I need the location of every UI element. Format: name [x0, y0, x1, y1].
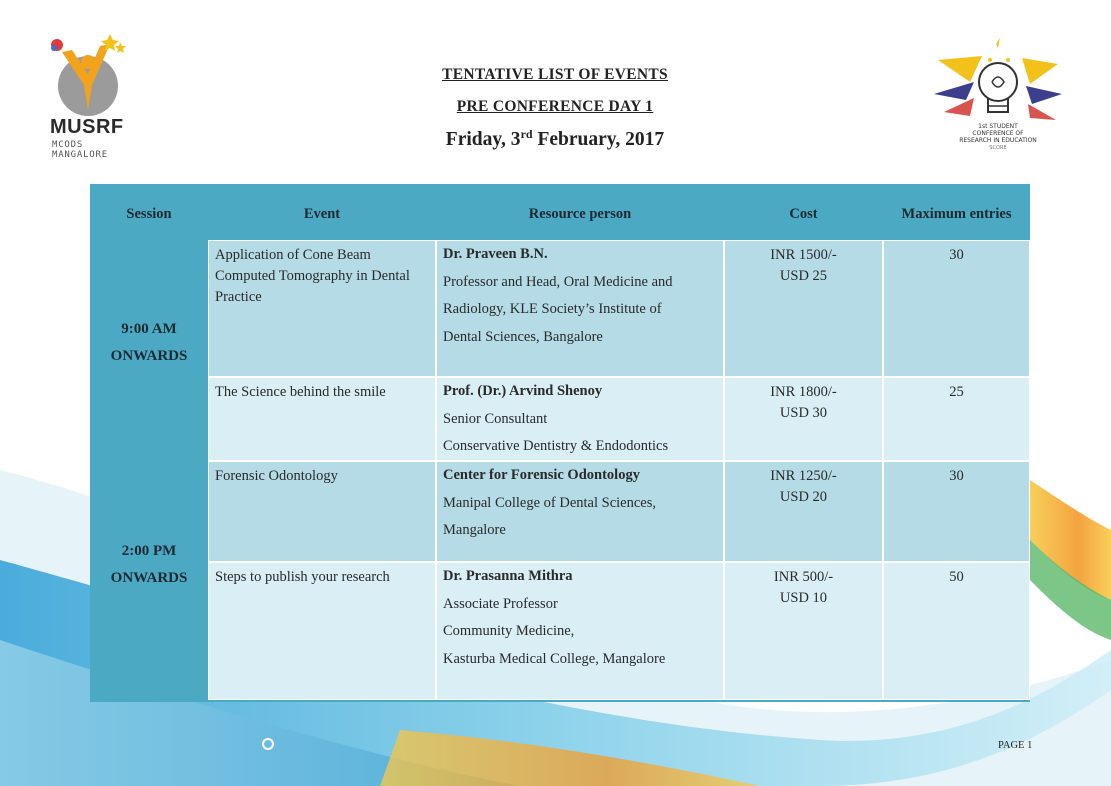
- table-row-4-max-entries: 50: [883, 562, 1030, 700]
- table-row-3-resource: [436, 461, 724, 562]
- resource-name: Dr. Prasanna Mithra: [443, 568, 573, 584]
- score-logo-line1: 1st STUDENT: [978, 123, 1018, 130]
- resource-detail: Mangalore: [443, 522, 506, 538]
- page-subtitle: PRE CONFERENCE DAY 1: [456, 98, 654, 115]
- column-header-session: Session: [126, 206, 172, 222]
- cost-inr: INR 500/-: [773, 569, 834, 585]
- events-table: [90, 184, 1030, 702]
- cost-usd: USD 30: [779, 405, 828, 421]
- session-afternoon-time: 2:00 PM: [121, 543, 177, 559]
- lightbulb-logo-icon: [930, 38, 1065, 163]
- table-row-3-cost: [724, 461, 883, 562]
- resource-detail: Dental Sciences, Bangalore: [443, 328, 603, 345]
- musrf-subtext-2: MANGALORE: [52, 150, 108, 160]
- session-afternoon-onwards: ONWARDS: [110, 570, 188, 586]
- cost-inr: INR 1800/-: [770, 384, 837, 400]
- table-row-4-event: Steps to publish your research: [208, 562, 436, 700]
- score-logo-line2: CONFERENCE OF: [972, 130, 1024, 137]
- table-row-1-max-entries: 30: [883, 240, 1030, 377]
- event-date-prefix: Friday, 3: [445, 129, 521, 150]
- session-morning-time: 9:00 AM: [121, 321, 177, 337]
- table-row-2-max-entries: 25: [883, 377, 1030, 461]
- resource-detail: Kasturba Medical College, Mangalore: [443, 650, 666, 667]
- table-row-1-resource: [436, 240, 724, 377]
- resource-detail: Professor and Head, Oral Medicine and: [443, 273, 673, 290]
- score-conference-logo: [930, 38, 1065, 163]
- musrf-logo: [40, 30, 130, 165]
- musrf-brand-text: MUSRF: [50, 116, 124, 138]
- column-header-cost: Cost: [789, 206, 818, 222]
- column-header-resource: Resource person: [528, 206, 632, 222]
- session-afternoon: [90, 538, 208, 592]
- resource-detail: Senior Consultant: [443, 410, 548, 427]
- event-date-suffix: February, 2017: [532, 129, 665, 150]
- resource-detail: Associate Professor: [443, 595, 558, 612]
- column-header-event: Event: [303, 206, 341, 222]
- resource-name: Dr. Praveen B.N.: [443, 246, 548, 262]
- document-header: [250, 66, 860, 151]
- page-number: PAGE 1: [998, 740, 1033, 751]
- column-header-max-entries: Maximum entries: [901, 206, 1012, 222]
- table-row-4-cost: [724, 562, 883, 700]
- resource-name: Prof. (Dr.) Arvind Shenoy: [443, 383, 603, 399]
- table-row-1-event: Application of Cone Beam Computed Tomography in Dental Practice: [208, 240, 436, 377]
- cost-usd: USD 10: [779, 590, 828, 606]
- table-row-2-resource: [436, 377, 724, 461]
- page-title: TENTATIVE LIST OF EVENTS: [442, 66, 668, 83]
- event-date: [250, 129, 860, 151]
- resource-detail: Manipal College of Dental Sciences,: [443, 494, 657, 511]
- table-row-1-cost: [724, 240, 883, 377]
- table-row-4-resource: [436, 562, 724, 700]
- resource-detail: Conservative Dentistry & Endodontics: [443, 438, 669, 454]
- musrf-subtext-1: MCODS: [52, 140, 84, 150]
- resource-detail: Community Medicine,: [443, 623, 575, 639]
- score-logo-line4: SCORE: [989, 145, 1007, 151]
- table-row-2-cost: [724, 377, 883, 461]
- cost-inr: INR 1500/-: [770, 247, 837, 263]
- resource-detail: Radiology, KLE Society’s Institute of: [443, 301, 662, 317]
- event-date-ordinal: rd: [520, 127, 533, 141]
- session-morning: [90, 316, 208, 370]
- table-row-3-event: Forensic Odontology: [208, 461, 436, 562]
- cost-inr: INR 1250/-: [770, 468, 837, 484]
- score-logo-line3: RESEARCH IN EDUCATION: [959, 137, 1037, 144]
- table-row-3-max-entries: 30: [883, 461, 1030, 562]
- table-row-2-event: The Science behind the smile: [208, 377, 436, 461]
- cost-usd: USD 25: [779, 268, 828, 284]
- cost-usd: USD 20: [779, 489, 828, 505]
- musrf-figure-icon: [40, 30, 130, 116]
- resource-name: Center for Forensic Odontology: [443, 467, 640, 483]
- session-morning-onwards: ONWARDS: [110, 348, 188, 364]
